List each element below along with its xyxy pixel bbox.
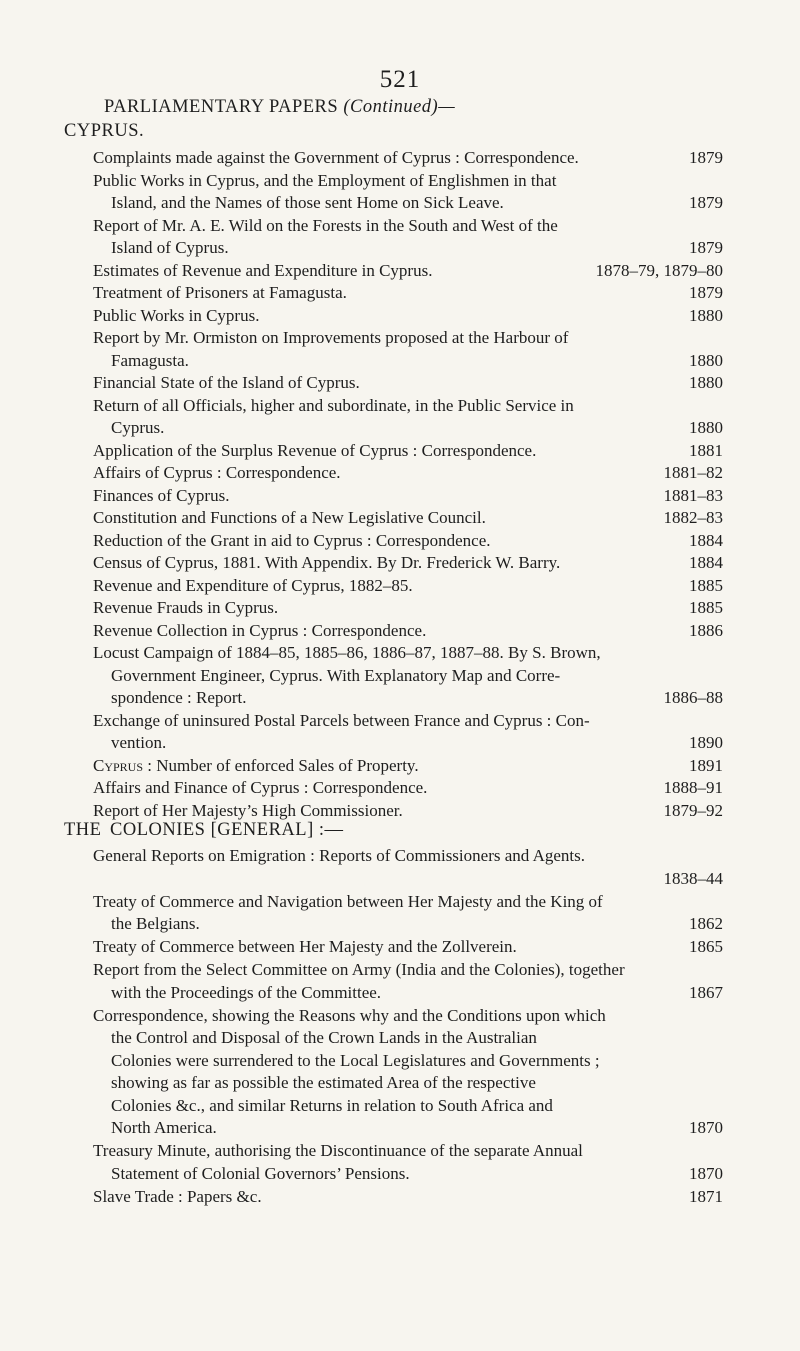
entry-title: Report of Her Majesty’s High Commissioner. bbox=[93, 800, 403, 820]
entry-line bbox=[93, 575, 723, 598]
entry-first-line bbox=[93, 395, 723, 418]
entry-date: 1879 bbox=[689, 193, 723, 212]
list-item bbox=[93, 597, 723, 620]
entry-title: Public Works in Cyprus, and the Employment of Englishmen in that bbox=[93, 170, 557, 190]
entry-line bbox=[93, 1186, 723, 1209]
entry-title: Treasury Minute, authorising the Discontinuance of the separate Annual bbox=[93, 1141, 583, 1160]
entry-line bbox=[93, 462, 723, 485]
list-item bbox=[93, 372, 723, 395]
list-item bbox=[93, 440, 723, 463]
entry-last-line bbox=[93, 982, 723, 1005]
list-item bbox=[93, 552, 723, 575]
entry-last-line bbox=[93, 732, 723, 755]
entry-title: Reduction of the Grant in aid to Cyprus : Correspondence. bbox=[93, 530, 491, 550]
entry-date: 1867 bbox=[689, 982, 723, 1002]
entry-line bbox=[93, 485, 723, 508]
section-heading bbox=[104, 97, 455, 118]
list-item bbox=[93, 260, 723, 283]
list-item bbox=[93, 1140, 723, 1185]
entry-line bbox=[93, 305, 723, 328]
entry-first-line bbox=[93, 1005, 723, 1028]
heading-main: PARLIAMENTARY PAPERS bbox=[104, 97, 339, 117]
entry-date: 1881 bbox=[689, 440, 723, 460]
entry-title: Application of the Surplus Revenue of Cyprus : Correspondence. bbox=[93, 440, 537, 460]
entry-last-line bbox=[93, 1163, 723, 1186]
entry-continuation-text: showing as far as possible the estimated Area of the respective bbox=[111, 1073, 536, 1092]
entry-last-line bbox=[93, 913, 723, 936]
entry-line bbox=[93, 777, 723, 800]
entry-line bbox=[93, 282, 723, 305]
entry-line bbox=[93, 260, 723, 283]
entry-date: 1862 bbox=[689, 914, 723, 933]
entry-date: 1838–44 bbox=[663, 868, 723, 888]
entry-title: Revenue Frauds in Cyprus. bbox=[93, 598, 279, 617]
entry-last-line bbox=[93, 350, 723, 373]
entry-line bbox=[93, 147, 723, 170]
entry-continuation-text: Government Engineer, Cyprus. With Explanatory Map and Corre- bbox=[111, 665, 561, 685]
list-item bbox=[93, 891, 723, 936]
entry-continuation bbox=[93, 1027, 723, 1050]
entry-continuation bbox=[93, 665, 723, 688]
list-item bbox=[93, 620, 723, 643]
entry-title: Exchange of uninsured Postal Parcels between France and Cyprus : Con- bbox=[93, 710, 590, 730]
entry-continuation-text: with the Proceedings of the Committee. bbox=[111, 982, 382, 1002]
entry-last-line bbox=[93, 687, 723, 710]
list-item bbox=[93, 575, 723, 598]
cyprus-entry-list bbox=[93, 147, 723, 822]
entry-title: Return of all Officials, higher and subordinate, in the Public Service in bbox=[93, 395, 574, 415]
entry-continuation-text: Island, and the Names of those sent Home on Sick Leave. bbox=[111, 193, 504, 212]
list-item bbox=[93, 147, 723, 170]
entry-title: Revenue and Expenditure of Cyprus, 1882–85. bbox=[93, 575, 413, 595]
entry-first-line bbox=[93, 170, 723, 193]
entry-continuation-text: Statement of Colonial Governors’ Pensions. bbox=[111, 1163, 410, 1183]
entry-continuation-text: Colonies &c., and similar Returns in relation to South Africa and bbox=[111, 1095, 553, 1115]
entry-continuation-text: spondence : Report. bbox=[111, 688, 247, 707]
entry-continuation-text: Famagusta. bbox=[111, 350, 189, 370]
entry-line bbox=[93, 440, 723, 463]
entry-line bbox=[93, 530, 723, 553]
entry-line bbox=[93, 597, 723, 620]
entry-date: 1880 bbox=[689, 305, 723, 325]
entry-continuation-text: Colonies were surrendered to the Local Legislatures and Governments ; bbox=[111, 1050, 600, 1070]
entry-first-line bbox=[93, 327, 723, 350]
list-item bbox=[93, 777, 723, 800]
list-item bbox=[93, 845, 723, 890]
entry-title: : Number of enforced Sales of Property. bbox=[143, 755, 419, 775]
entry-date: 1871 bbox=[689, 1186, 723, 1206]
entry-line bbox=[93, 755, 723, 778]
entry-date: 1882–83 bbox=[663, 508, 723, 527]
entry-line bbox=[93, 372, 723, 395]
entry-date: 1888–91 bbox=[663, 778, 723, 797]
list-item bbox=[93, 1005, 723, 1140]
entry-title: Revenue Collection in Cyprus : Correspondence. bbox=[93, 620, 427, 640]
cyprus-label: CYPRUS. bbox=[64, 121, 145, 141]
entry-date: 1878–79, 1879–80 bbox=[595, 260, 723, 280]
entry-date: 1881–83 bbox=[663, 485, 723, 505]
list-item bbox=[93, 642, 723, 710]
list-item bbox=[93, 936, 723, 959]
entry-title: Finances of Cyprus. bbox=[93, 485, 230, 505]
entry-continuation-text: vention. bbox=[111, 733, 167, 752]
entry-title: General Reports on Emigration : Reports of Commissioners and Agents. bbox=[93, 846, 585, 865]
entry-title: Report of Mr. A. E. Wild on the Forests in the South and West of the bbox=[93, 215, 558, 235]
entry-date: 1880 bbox=[689, 350, 723, 370]
entry-continuation-text: the Belgians. bbox=[111, 914, 200, 933]
entry-date: 1879 bbox=[689, 148, 723, 167]
list-item bbox=[93, 710, 723, 755]
entry-title: Financial State of the Island of Cyprus. bbox=[93, 373, 360, 392]
page-number: 521 bbox=[379, 66, 421, 93]
entry-date: 1885 bbox=[689, 598, 723, 617]
entry-line bbox=[93, 552, 723, 575]
list-item bbox=[93, 507, 723, 530]
list-item bbox=[93, 462, 723, 485]
entry-title: Report by Mr. Ormiston on Improvements proposed at the Harbour of bbox=[93, 328, 569, 347]
entry-first-line bbox=[93, 845, 723, 868]
entry-last-line bbox=[93, 1117, 723, 1140]
entry-title: Correspondence, showing the Reasons why and the Conditions upon which bbox=[93, 1005, 606, 1025]
entry-title: Report from the Select Committee on Army (India and the Colonies), together bbox=[93, 960, 625, 979]
entry-date: 1891 bbox=[689, 755, 723, 775]
entry-line bbox=[93, 507, 723, 530]
entry-continuation bbox=[93, 1050, 723, 1073]
colonies-entry-list bbox=[93, 845, 723, 1208]
list-item bbox=[93, 1186, 723, 1209]
entry-title: Public Works in Cyprus. bbox=[93, 305, 260, 325]
entry-date: 1884 bbox=[689, 530, 723, 550]
heading-continued: (Continued)— bbox=[343, 97, 456, 117]
entry-continuation-text: Island of Cyprus. bbox=[111, 238, 229, 257]
entry-date: 1879 bbox=[689, 283, 723, 302]
entry-title-smallcaps: Cyprus bbox=[93, 755, 144, 775]
entry-continuation-text: the Control and Disposal of the Crown Lands in the Australian bbox=[111, 1028, 537, 1047]
entry-first-line bbox=[93, 642, 723, 665]
list-item bbox=[93, 530, 723, 553]
entry-date: 1879–92 bbox=[663, 800, 723, 820]
entry-title: Treaty of Commerce and Navigation between Her Majesty and the King of bbox=[93, 891, 603, 911]
entry-title: Constitution and Functions of a New Legislative Council. bbox=[93, 508, 486, 527]
list-item bbox=[93, 800, 723, 823]
entry-first-line bbox=[93, 959, 723, 982]
entry-title: Slave Trade : Papers &c. bbox=[93, 1186, 262, 1206]
entry-date: 1870 bbox=[689, 1118, 723, 1137]
entry-line bbox=[93, 620, 723, 643]
entry-date: 1865 bbox=[689, 937, 723, 956]
entry-continuation-text: North America. bbox=[111, 1118, 217, 1137]
entry-title: Locust Campaign of 1884–85, 1885–86, 1886–87, 1887–88. By S. Brown, bbox=[93, 643, 601, 662]
entry-first-line bbox=[93, 710, 723, 733]
list-item bbox=[93, 282, 723, 305]
list-item bbox=[93, 327, 723, 372]
entry-date: 1884 bbox=[689, 553, 723, 572]
entry-date-line bbox=[93, 868, 723, 891]
colonies-label-the: THE bbox=[64, 820, 102, 840]
entry-title: Complaints made against the Government of Cyprus : Correspondence. bbox=[93, 148, 579, 167]
entry-title: Treaty of Commerce between Her Majesty and the Zollverein. bbox=[93, 937, 517, 956]
colonies-heading: COLONIES [GENERAL] :— bbox=[110, 820, 344, 840]
entry-line bbox=[93, 936, 723, 959]
entry-first-line bbox=[93, 891, 723, 914]
list-item bbox=[93, 395, 723, 440]
entry-date: 1870 bbox=[689, 1163, 723, 1183]
entry-title: Treatment of Prisoners at Famagusta. bbox=[93, 283, 347, 302]
entry-date: 1880 bbox=[689, 373, 723, 392]
entry-last-line bbox=[93, 237, 723, 260]
entry-continuation-text: Cyprus. bbox=[111, 418, 165, 437]
entry-date: 1886 bbox=[689, 620, 723, 640]
entry-date: 1880 bbox=[689, 418, 723, 437]
entry-line bbox=[93, 800, 723, 823]
list-item bbox=[93, 170, 723, 215]
entry-first-line bbox=[93, 215, 723, 238]
entry-date: 1890 bbox=[689, 733, 723, 752]
entry-date: 1885 bbox=[689, 575, 723, 595]
entry-title: Affairs and Finance of Cyprus : Correspondence. bbox=[93, 778, 428, 797]
entry-last-line bbox=[93, 192, 723, 215]
list-item bbox=[93, 305, 723, 328]
list-item bbox=[93, 755, 723, 778]
list-item bbox=[93, 215, 723, 260]
list-item bbox=[93, 959, 723, 1004]
list-item bbox=[93, 485, 723, 508]
entry-continuation bbox=[93, 1072, 723, 1095]
entry-first-line bbox=[93, 1140, 723, 1163]
entry-continuation bbox=[93, 1095, 723, 1118]
entry-date: 1886–88 bbox=[663, 688, 723, 707]
entry-date: 1881–82 bbox=[663, 463, 723, 482]
entry-title: Estimates of Revenue and Expenditure in Cyprus. bbox=[93, 260, 433, 280]
entry-date: 1879 bbox=[689, 238, 723, 257]
entry-last-line bbox=[93, 417, 723, 440]
entry-title: Affairs of Cyprus : Correspondence. bbox=[93, 463, 341, 482]
entry-title: Census of Cyprus, 1881. With Appendix. By Dr. Frederick W. Barry. bbox=[93, 553, 561, 572]
